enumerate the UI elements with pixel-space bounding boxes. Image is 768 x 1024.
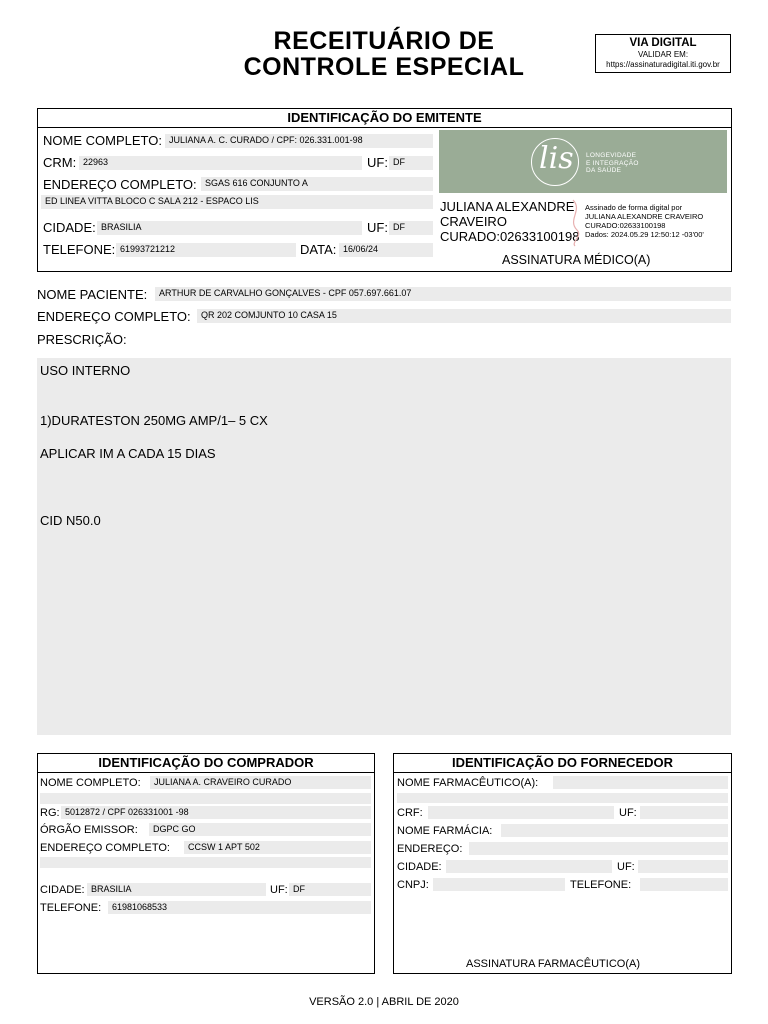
version-footer: VERSÃO 2.0 | ABRIL DE 2020 <box>309 996 459 1008</box>
comprador-rg-label: RG: <box>40 807 60 819</box>
fornecedor-crf-label: CRF: <box>397 807 423 819</box>
emitente-nome-field[interactable]: JULIANA A. C. CURADO / CPF: 026.331.001-98 <box>165 134 433 148</box>
comprador-nome-label: NOME COMPLETO: <box>40 777 141 789</box>
prescription-line-2: 1)DURATESTON 250MG AMP/1– 5 CX <box>40 413 268 428</box>
emitente-crm-field[interactable]: 22963 <box>79 156 362 170</box>
emitente-endereco-label: ENDEREÇO COMPLETO: <box>43 177 197 192</box>
emitente-crm-label: CRM: <box>43 155 77 170</box>
emitente-telefone-label: TELEFONE: <box>43 242 116 257</box>
via-digital-box <box>595 34 731 73</box>
signer-name: JULIANA ALEXANDRE CRAVEIRO CURADO:02633100198 <box>440 199 580 244</box>
fornecedor-cnpj-field[interactable] <box>433 878 565 891</box>
fornecedor-telefone-label: TELEFONE: <box>570 879 632 891</box>
comprador-cidade-label: CIDADE: <box>40 884 85 896</box>
paciente-endereco-field[interactable]: QR 202 COMJUNTO 10 CASA 15 <box>197 309 731 323</box>
title-line-1: RECEITUÁRIO DE <box>273 27 495 55</box>
fornecedor-farmaceutico-field[interactable] <box>553 776 728 789</box>
fornecedor-uf2-field[interactable] <box>638 860 728 873</box>
logo-wordmark: lis <box>539 141 574 176</box>
emitente-uf2-label: UF: <box>367 220 388 235</box>
fornecedor-endereco-field[interactable] <box>469 842 728 855</box>
comprador-rg-field[interactable]: 5012872 / CPF 026331001 -98 <box>61 806 371 819</box>
emitente-heading: IDENTIFICAÇÃO DO EMITENTE <box>38 109 731 128</box>
emitente-cidade-field[interactable]: BRASILIA <box>97 221 362 235</box>
comprador-nome-field[interactable]: JULIANA A. CRAVEIRO CURADO <box>150 776 371 789</box>
paciente-nome-label: NOME PACIENTE: <box>37 287 148 302</box>
comprador-heading: IDENTIFICAÇÃO DO COMPRADOR <box>38 754 374 773</box>
pharmacist-signature-caption: ASSINATURA FARMACÊUTICO(A) <box>466 958 640 970</box>
document-title <box>200 28 568 80</box>
comprador-endereco-label: ENDEREÇO COMPLETO: <box>40 842 170 854</box>
comprador-orgao-field[interactable]: DGPC GO <box>149 823 371 836</box>
prescricao-label: PRESCRIÇÃO: <box>37 332 127 347</box>
fornecedor-farmacia-label: NOME FARMÁCIA: <box>397 825 493 837</box>
fornecedor-heading: IDENTIFICAÇÃO DO FORNECEDOR <box>394 754 731 773</box>
fornecedor-cnpj-label: CNPJ: <box>397 879 429 891</box>
comprador-telefone-label: TELEFONE: <box>40 902 102 914</box>
emitente-data-field[interactable]: 16/06/24 <box>339 243 433 257</box>
via-digital-heading: VIA DIGITAL <box>629 37 697 49</box>
fornecedor-telefone-field[interactable] <box>640 878 728 891</box>
emitente-uf-label: UF: <box>367 155 388 170</box>
fornecedor-uf-label: UF: <box>619 807 637 819</box>
signature-metadata: Assinado de forma digital por JULIANA ALEXANDRE CRAVEIRO CURADO:02633100198 Dados: 2024.05.29 12:50:12 -03'00' <box>585 203 704 239</box>
fornecedor-crf-field[interactable] <box>428 806 614 819</box>
fornecedor-cidade-label: CIDADE: <box>397 861 442 873</box>
fornecedor-farmaceutico-field-2[interactable] <box>397 793 728 803</box>
emitente-endereco-field-2[interactable]: ED LINEA VITTA BLOCO C SALA 212 - ESPACO LIS <box>41 195 433 209</box>
emitente-data-label: DATA: <box>300 242 337 257</box>
emitente-telefone-field[interactable]: 61993721212 <box>116 243 296 257</box>
emitente-uf2-field[interactable]: DF <box>389 221 433 235</box>
comprador-uf-field[interactable]: DF <box>289 883 371 896</box>
prescription-area[interactable] <box>37 358 731 735</box>
doctor-signature-caption: ASSINATURA MÉDICO(A) <box>502 253 651 267</box>
emitente-uf-field[interactable]: DF <box>389 156 433 170</box>
comprador-nome-field-2[interactable] <box>40 793 371 804</box>
emitente-endereco-field-1[interactable]: SGAS 616 CONJUNTO A <box>201 177 433 191</box>
emitente-cidade-label: CIDADE: <box>43 220 96 235</box>
validate-url[interactable]: https://assinaturadigital.iti.gov.br <box>606 60 720 69</box>
comprador-cidade-field[interactable]: BRASILIA <box>87 883 266 896</box>
emitente-nome-label: NOME COMPLETO: <box>43 133 162 148</box>
fornecedor-uf2-label: UF: <box>617 861 635 873</box>
comprador-orgao-label: ÓRGÃO EMISSOR: <box>40 824 138 836</box>
paciente-nome-field[interactable]: ARTHUR DE CARVALHO GONÇALVES - CPF 057.697.661.07 <box>155 287 731 301</box>
fornecedor-uf-field[interactable] <box>640 806 728 819</box>
prescription-line-3: APLICAR IM A CADA 15 DIAS <box>40 446 216 461</box>
fornecedor-farmacia-field[interactable] <box>501 824 728 837</box>
comprador-uf-label: UF: <box>270 884 288 896</box>
logo-tagline: LONGEVIDADE E INTEGRAÇÃO DA SAÚDE <box>586 152 639 174</box>
comprador-telefone-field[interactable]: 61981068533 <box>108 901 371 914</box>
comprador-endereco-field-2[interactable] <box>40 857 371 868</box>
validate-label: VALIDAR EM: <box>637 50 689 59</box>
paciente-endereco-label: ENDEREÇO COMPLETO: <box>37 309 191 324</box>
fornecedor-cidade-field[interactable] <box>446 860 612 873</box>
fornecedor-farmaceutico-label: NOME FARMACÊUTICO(A): <box>397 777 539 789</box>
title-line-2: CONTROLE ESPECIAL <box>243 53 525 81</box>
fornecedor-endereco-label: ENDEREÇO: <box>397 843 463 855</box>
prescription-line-4: CID N50.0 <box>40 513 101 528</box>
prescription-line-1: USO INTERNO <box>40 363 131 378</box>
comprador-endereco-field[interactable]: CCSW 1 APT 502 <box>184 841 371 854</box>
clinic-logo <box>439 130 727 193</box>
